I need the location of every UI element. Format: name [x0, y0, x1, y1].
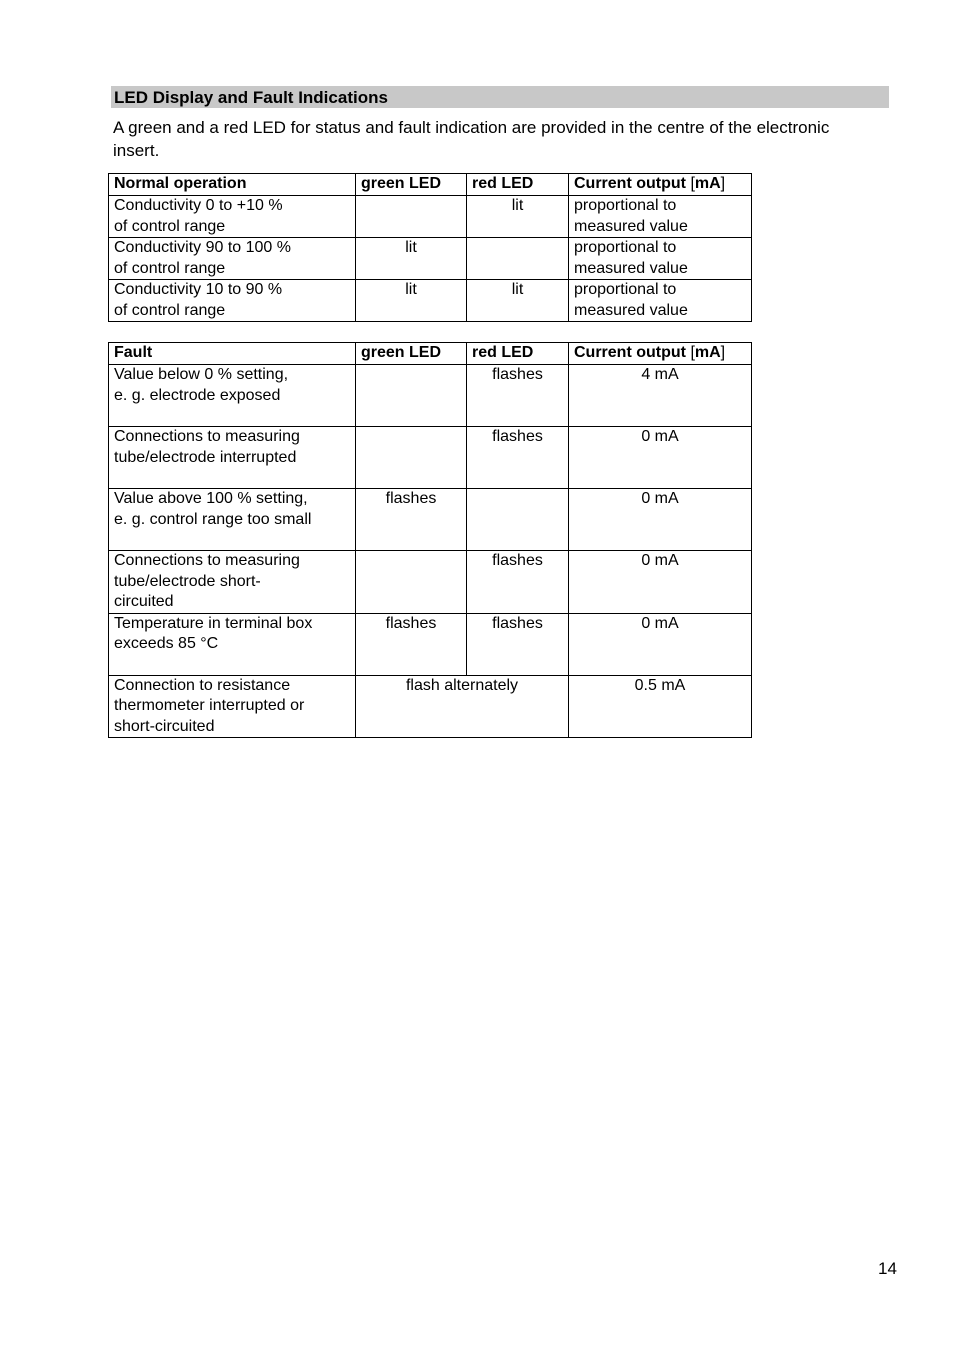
- header-current-output: Current output [mA]: [569, 174, 752, 196]
- table-row: [109, 365, 752, 427]
- red-led-cell: [467, 489, 569, 551]
- fault-table: [108, 342, 752, 738]
- red-led-cell: flashes: [467, 365, 569, 427]
- output-cell: proportional to measured value: [569, 238, 752, 280]
- table-row: [109, 675, 752, 738]
- header-normal-operation: Normal operation: [109, 174, 356, 196]
- green-led-cell: [356, 427, 467, 489]
- green-led-cell: flashes: [356, 489, 467, 551]
- condition-cell: Connections to measuring tube/electrode short- circuited: [109, 551, 356, 614]
- output-cell: 0 mA: [569, 489, 752, 551]
- table-row: [109, 238, 752, 280]
- green-led-cell: [356, 196, 467, 238]
- table-row: [109, 613, 752, 675]
- red-led-cell: flashes: [467, 551, 569, 614]
- table-row: [109, 196, 752, 238]
- table-row: [109, 280, 752, 322]
- output-cell: 0 mA: [569, 427, 752, 489]
- output-cell: 4 mA: [569, 365, 752, 427]
- output-cell: proportional to measured value: [569, 280, 752, 322]
- header-current-output-label: Current output: [574, 175, 686, 192]
- red-led-cell: [467, 238, 569, 280]
- condition-cell: Connection to resistance thermometer interrupted or short-circuited: [109, 675, 356, 738]
- green-led-cell: [356, 365, 467, 427]
- table-row: [109, 551, 752, 614]
- header-green-led: green LED: [356, 174, 467, 196]
- header-red-led: red LED: [467, 343, 569, 365]
- table-header-row: [109, 174, 752, 196]
- output-cell: 0 mA: [569, 613, 752, 675]
- green-led-cell: lit: [356, 280, 467, 322]
- red-led-cell: lit: [467, 196, 569, 238]
- green-led-cell: lit: [356, 238, 467, 280]
- condition-cell: Conductivity 10 to 90 % of control range: [109, 280, 356, 322]
- header-current-output-unit: mA: [694, 344, 721, 361]
- header-fault: Fault: [109, 343, 356, 365]
- condition-cell: Temperature in terminal box exceeds 85 °C: [109, 613, 356, 675]
- combined-led-cell: flash alternately: [356, 675, 569, 738]
- condition-cell: Conductivity 0 to +10 % of control range: [109, 196, 356, 238]
- condition-cell: Conductivity 90 to 100 % of control range: [109, 238, 356, 280]
- condition-cell: Value above 100 % setting, e. g. control range too small: [109, 489, 356, 551]
- output-cell: 0.5 mA: [569, 675, 752, 738]
- condition-cell: Value below 0 % setting, e. g. electrode exposed: [109, 365, 356, 427]
- normal-operation-table: [108, 173, 752, 322]
- intro-paragraph: A green and a red LED for status and fault indication are provided in the centre of the electronic insert.: [113, 118, 830, 160]
- output-cell: proportional to measured value: [569, 196, 752, 238]
- header-current-output-unit: mA: [694, 175, 721, 192]
- condition-cell: Connections to measuring tube/electrode interrupted: [109, 427, 356, 489]
- header-current-output: Current output [mA]: [569, 343, 752, 365]
- section-heading-bar: [111, 86, 889, 108]
- section-heading: LED Display and Fault Indications: [114, 88, 388, 107]
- red-led-cell: flashes: [467, 613, 569, 675]
- green-led-cell: flashes: [356, 613, 467, 675]
- output-cell: 0 mA: [569, 551, 752, 614]
- header-green-led: green LED: [356, 343, 467, 365]
- page-number: 14: [878, 1259, 897, 1278]
- green-led-cell: [356, 551, 467, 614]
- table-header-row: [109, 343, 752, 365]
- header-current-output-label: Current output: [574, 344, 686, 361]
- header-red-led: red LED: [467, 174, 569, 196]
- red-led-cell: lit: [467, 280, 569, 322]
- red-led-cell: flashes: [467, 427, 569, 489]
- table-row: [109, 489, 752, 551]
- table-row: [109, 427, 752, 489]
